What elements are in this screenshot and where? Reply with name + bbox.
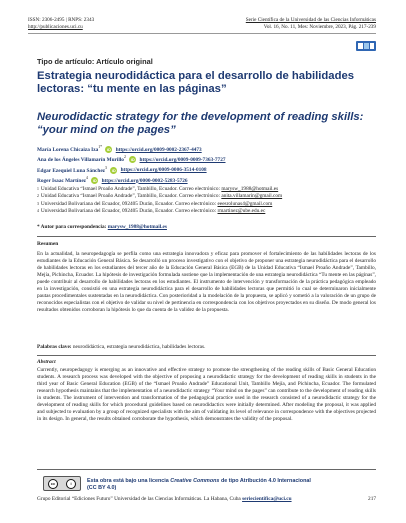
author-row — [37, 142, 377, 152]
orcid-icon[interactable]: iD — [111, 167, 116, 173]
section-divider — [37, 355, 376, 356]
journal-logo-icon — [355, 38, 377, 54]
title-english: Neurodidactic strategy for the development of reading skills: “your mind on the pages” — [37, 111, 364, 137]
authors-list — [37, 142, 377, 183]
author-name: Edgar Ezequiel Luna Sánchez — [37, 167, 106, 174]
resumen-heading: Resumen — [37, 241, 59, 247]
footer-text: Grupo Editorial “Ediciones Futuro” Universidad de las Ciencias Informáticas. La Habana, Cuba — [37, 496, 241, 502]
orcid-link[interactable]: https://orcid.org/0009-0009-7363-7727 — [139, 157, 226, 164]
affiliation-email-link[interactable]: eeesrolunas4@gmail.com — [217, 200, 273, 207]
affiliation-sup: 4 — [37, 209, 39, 214]
affiliation-sup: 1 — [37, 187, 39, 191]
license-line-1 — [87, 478, 311, 485]
license-text-c: de tipo Atribución 4.0 Internacional — [220, 478, 311, 484]
keywords-line — [37, 344, 376, 350]
header-right — [246, 17, 376, 31]
author-sup: 3 — [105, 165, 107, 170]
keywords-label: Palabras clave: — [37, 344, 72, 350]
article-type: Tipo de artículo: Artículo original — [37, 57, 153, 66]
license-cc-link[interactable]: Creative Commons — [170, 478, 220, 484]
resumen-text: En la actualidad, la neuropedagogía se perfila como una estrategia innovadora y eficaz para promover el fortalecimiento de las habilidades lectoras de los estudiantes de la Educación General Básica. Se desarrolló un proceso investigativo con el objetivo de proponer una estrategia neurodidáctica para el desarrollo de habilidades lectoras en los estudiantes del tercer año de la Educación General Básica (EGB) de la Unidad Educativa “Ismael Proaño Andrade”, Tambillo, Mejía, Pichincha, Ecuador. La hipótesis de investigación formulada sostiene que la implementación de una estrategia neurodidáctica “Tu mente en las páginas”, puede contribuir al desarrollo de habilidades lectoras en los estudiantes. El instrumento de intervención y transformación de la práctica pedagógica empleado en la investigación, consistió en una estrategia neurodidáctica para el desarrollo de habilidades lectoras que permitió lo cual se determinaron inicialmente pautas procedimentales sustentadas en la neurodidáctica. Con posterioridad a la modelación de la propuesta, se aplicó y sometió a la valoración de un grupo de reconocidos especialistas con el objetivo de validar su nivel de pertinencia en correspondencia con los objetivos proyectados en su diseño. De modo general los resultados obtenidos corroboran la hipótesis lo que da cuenta de la validez de la propuesta. — [37, 251, 376, 314]
orcid-link[interactable]: https://orcid.org/0009-0006-3514-0108 — [120, 167, 207, 174]
title-spanish: Estrategia neurodidáctica para el desarrollo de habilidades lectoras: “tu mente en las páginas” — [37, 70, 355, 96]
author-row — [37, 152, 377, 162]
affiliation — [37, 201, 377, 208]
header-divider — [28, 33, 376, 34]
correspondence-email-link[interactable]: marysw_1988@hotmail.es — [107, 224, 167, 230]
footer — [37, 496, 376, 502]
attribution-icon: i — [66, 479, 76, 489]
license-text — [87, 478, 311, 492]
issue-info: Vol. 16, No. 11, Mes: Noviembre, 2023, Pág. 217-239 — [263, 24, 376, 30]
author-sup: 4 — [86, 175, 88, 180]
cc-icon: cc — [48, 479, 58, 489]
author-sup: 2 — [123, 155, 126, 160]
orcid-icon[interactable]: iD — [92, 177, 97, 183]
correspondence-label: * Autor para correspondencia: — [37, 224, 107, 230]
keywords-text: neurodidáctica, estrategia neurodidáctica, habilidades lectoras. — [72, 344, 206, 350]
affiliation-email-link[interactable]: anita.villamarin@gmail.com — [221, 193, 283, 200]
author-row — [37, 173, 377, 183]
affiliation-sup: 2 — [37, 194, 39, 199]
orcid-icon[interactable]: iD — [106, 147, 111, 153]
license-text-a: Esta obra está bajo una licencia — [87, 478, 169, 484]
orcid-link[interactable]: https://orcid.org/0000-0002-5283-5726 — [101, 177, 188, 184]
affiliation — [37, 208, 377, 215]
page-number: 217 — [368, 496, 376, 502]
author-row — [37, 163, 377, 173]
section-divider — [37, 236, 376, 237]
license-line-2: (CC BY 4.0) — [87, 485, 117, 491]
section-divider — [37, 469, 376, 470]
affiliations-list — [37, 186, 377, 216]
issn-text: ISSN: 2306-2495 | RNPS: 2343 — [28, 17, 95, 23]
author-name: Ana de los Ángeles Villamarín Murillo — [37, 157, 124, 164]
author-name: María Lorena Chicaiza Iza — [37, 146, 99, 153]
affiliation-email-link[interactable]: marysw_1988@hotmail.es — [221, 186, 279, 192]
orcid-icon[interactable]: iD — [130, 157, 135, 163]
abstract-heading: Abstract — [37, 359, 56, 365]
author-name: Roger Isaac Martínez — [37, 177, 87, 184]
author-sup: 1* — [98, 145, 103, 149]
affiliation-sup: 3 — [37, 201, 39, 206]
abstract-text: Currently, neuropedagogy is emerging as an innovative and effective strategy to promote the strengthening of the reading skills of Basic General Education students. A research process was developed with the objective of proposing a neurodidactic strategy for the development of reading skills in students in the third year of Basic General Education (EGB) of the “Ismael Proaño Andrade” Educational Unit, Tambillo Mejía, and Pichincha, Ecuador. The formulated research hypothesis maintains that the implementation of a neurodidactic strategy “Your mind on the pages” can contribute to the development of reading skills in students. The instrument of intervention and transformation of the pedagogical practice used in the research consisted of a neurodidactic strategy for the development of reading skills for which procedural guidelines based on neurodidactics were initially determined. After modeling the proposal, it was applied and subjected to evaluation by a group of recognized specialists with the aim of validating its level of relevance in correspondence with the objectives projected in its design. In general, the results obtained corroborate the hypothesis, which demonstrates the validity of the proposal. — [37, 367, 376, 423]
affiliation-text: Universidad Bolivariana del Ecuador, 092405 Durán, Ecuador. Correo electrónico: — [40, 208, 217, 215]
cc-license-badge[interactable] — [43, 476, 81, 491]
correspondence-line — [37, 224, 167, 230]
affiliation-text: Universidad Bolivariana del Ecuador, 092405 Durán, Ecuador. Correo electrónico: — [40, 200, 217, 207]
affiliation-email-link[interactable]: rmartinez@ube.edu.ec — [217, 208, 266, 215]
journal-url-link[interactable]: http://publicaciones.uci.cu — [28, 24, 83, 30]
affiliation-text: Unidad Educativa “Ismael Proaño Andrade”, Tambillo, Ecuador. Correo electrónico: — [40, 193, 221, 200]
footer-email-link[interactable]: seriecientifica@uci.cu — [242, 496, 292, 502]
journal-name: Serie Científica de la Universidad de las Ciencias Informáticas — [245, 17, 376, 23]
affiliation — [37, 193, 377, 200]
affiliation-text: Unidad Educativa “Ismael Proaño Andrade”, Tambillo, Ecuador. Correo electrónico: — [40, 186, 221, 192]
orcid-link[interactable]: https://orcid.org/0009-0002-2367-4473 — [115, 146, 202, 153]
header-left — [28, 17, 94, 31]
